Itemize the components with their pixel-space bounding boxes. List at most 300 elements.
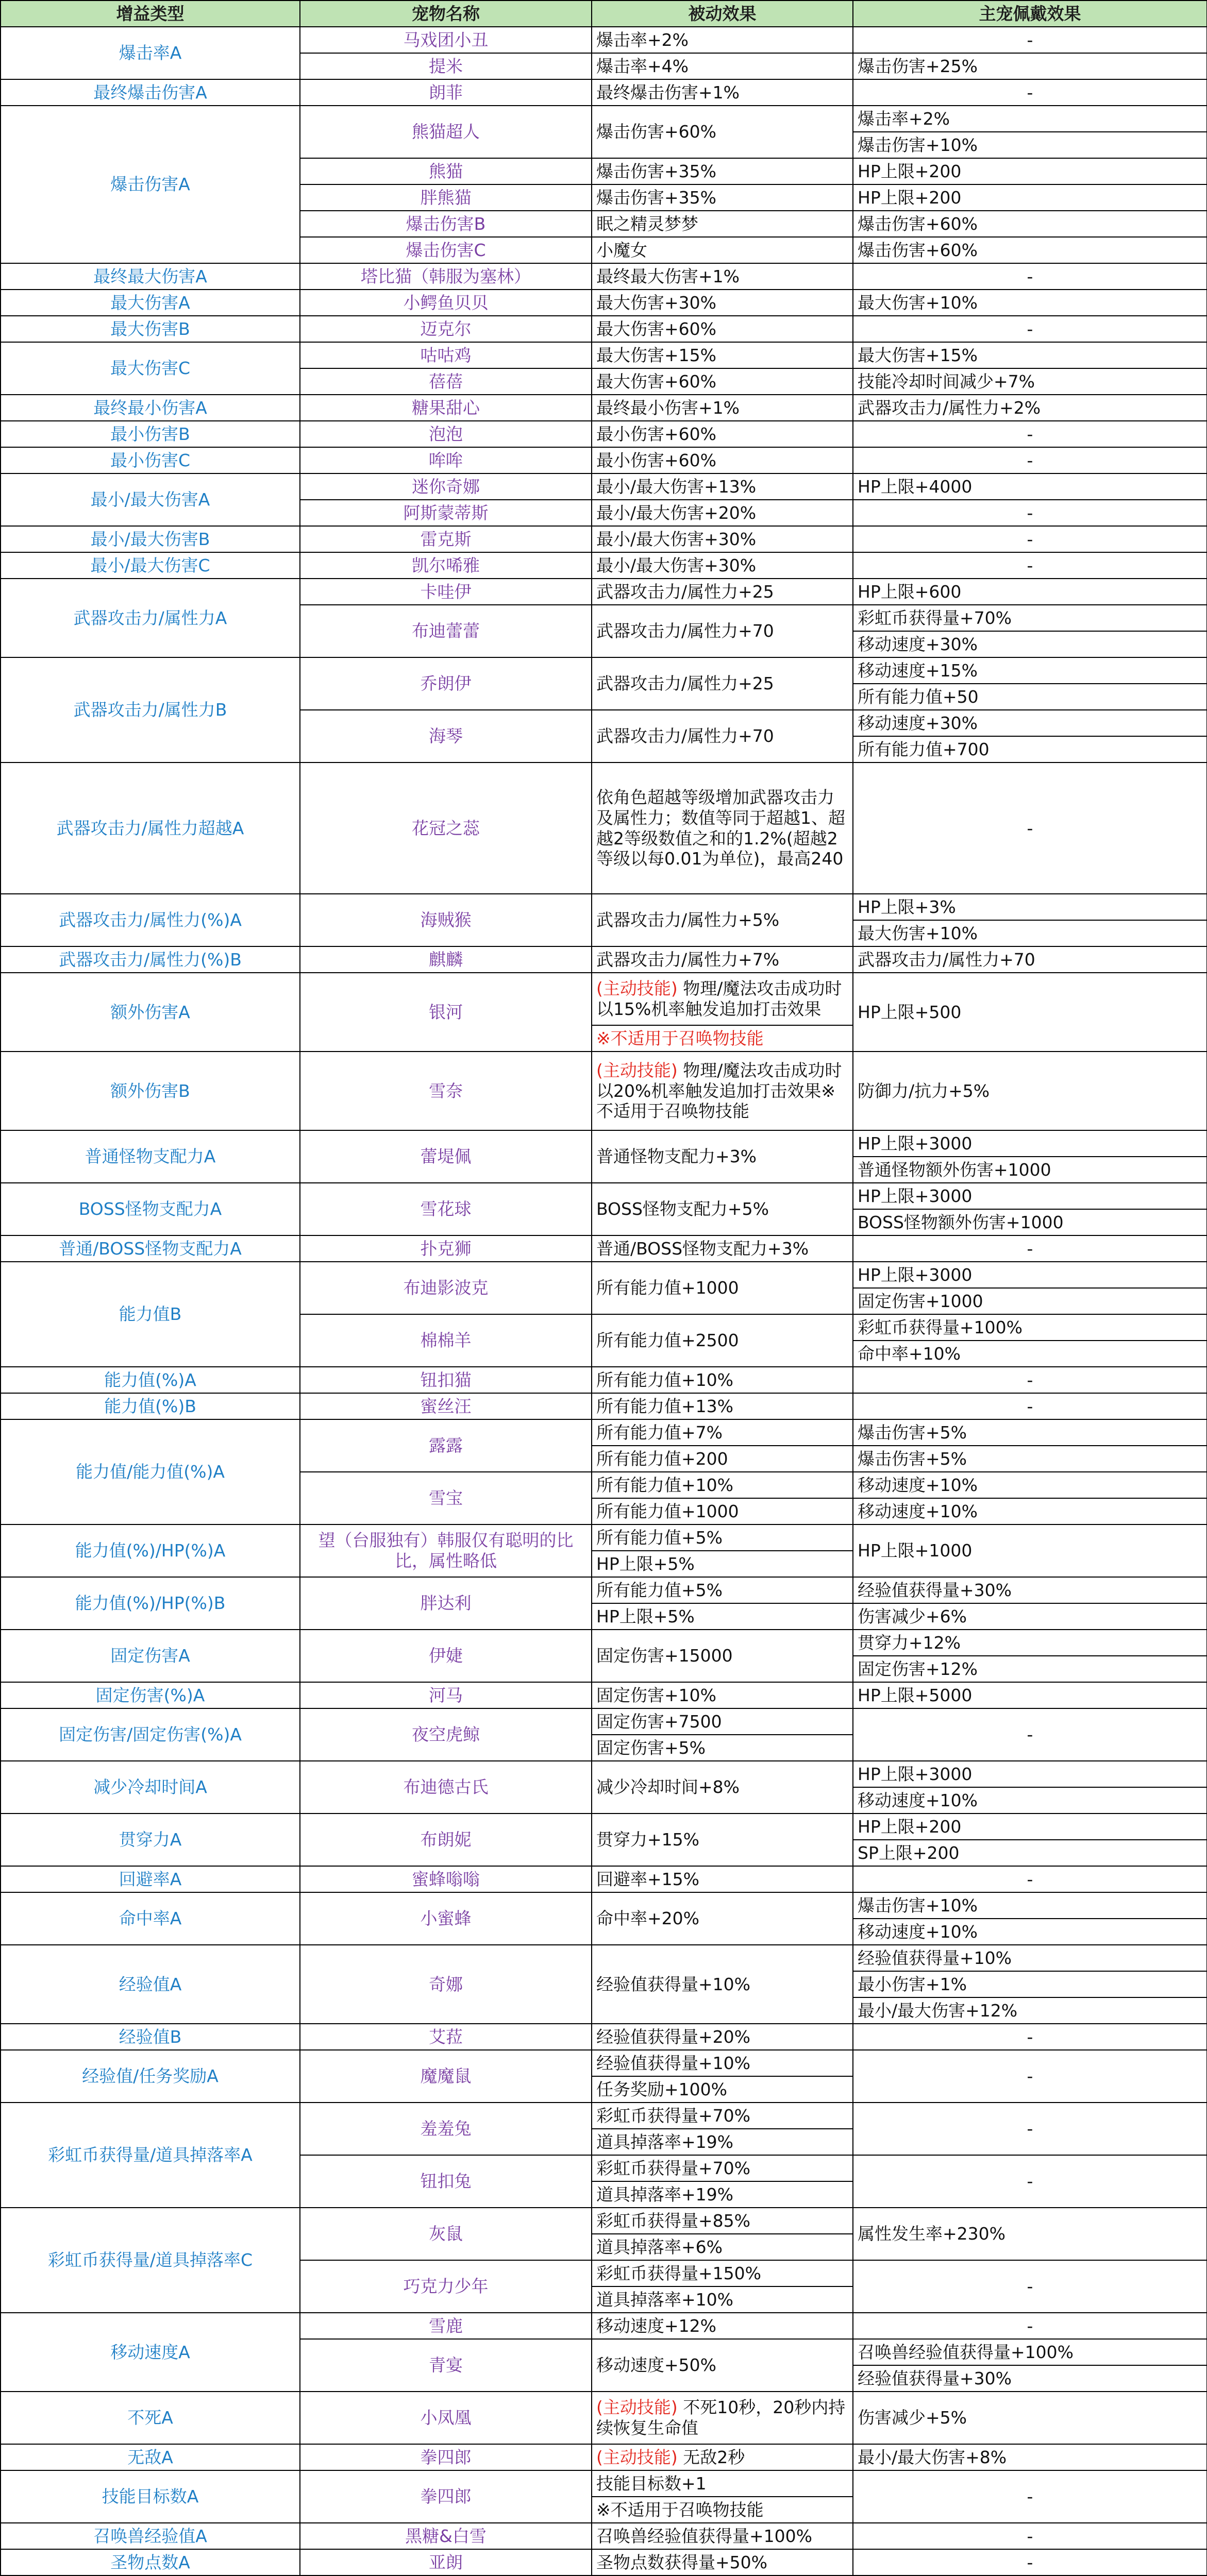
cell-text: 能力值(%)/HP(%)B [75, 1593, 226, 1614]
cell-text: 所有能力值+7% [596, 1422, 723, 1443]
table-row [1, 2392, 1207, 2418]
main-pet-effect-cell [853, 2050, 1207, 2103]
passive-effect-cell [592, 2208, 853, 2234]
buff-type-cell [1, 526, 300, 552]
cell-text: 爆击伤害A [110, 174, 190, 195]
main-pet-effect-cell [853, 342, 1207, 368]
main-pet-effect-cell [853, 2523, 1207, 2549]
passive-effect-cell [592, 1735, 853, 1761]
pet-name-cell [300, 1314, 592, 1367]
cell-text: 彩虹币获得量+100% [858, 1317, 1022, 1337]
table-row [1, 973, 1207, 999]
table-row [1, 2313, 1207, 2339]
table-row [1, 263, 1207, 290]
cell-text: 无敌A [127, 2447, 173, 2467]
cell-text: 武器攻击力/属性力(%)B [59, 949, 242, 970]
main-pet-effect-cell [853, 2208, 1207, 2260]
cell-text: 技能冷却时间减少+7% [858, 371, 1035, 392]
cell-text: 固定伤害A [110, 1646, 190, 1666]
cell-text: 移动速度+12% [596, 2315, 716, 2336]
cell-text: 减少冷却时间A [93, 1777, 207, 1798]
buff-type-cell [1, 1235, 300, 1262]
table-row [1, 447, 1207, 473]
main-pet-effect-cell [853, 2103, 1207, 2155]
cell-text: 经验值B [119, 2026, 182, 2047]
passive-effect-cell [592, 1603, 853, 1630]
passive-effect-cell [592, 1367, 853, 1393]
pet-name-cell [300, 1052, 592, 1130]
cell-text: 最小/最大伤害A [90, 489, 210, 510]
passive-effect-cell [592, 1630, 853, 1682]
cell-text: 彩虹币获得量+150% [596, 2263, 761, 2283]
cell-text: 雪花球 [420, 1199, 472, 1219]
buff-type-cell [1, 342, 300, 395]
cell-text: 最大伤害C [110, 358, 191, 379]
pet-name-cell [300, 2523, 592, 2549]
main-pet-effect-cell [853, 2024, 1207, 2050]
main-pet-effect-cell [853, 657, 1207, 684]
buff-type-cell [1, 2050, 300, 2103]
main-pet-effect-cell [853, 1393, 1207, 1419]
cell-text: HP上限+3000 [858, 1264, 973, 1285]
pet-name-cell [300, 53, 592, 79]
cell-text: 所有能力值+200 [596, 1448, 728, 1469]
main-pet-effect-cell [853, 106, 1207, 132]
cell-text: 武器攻击力/属性力A [73, 607, 227, 628]
cell-text: 武器攻击力/属性力+25 [596, 581, 774, 602]
main-pet-effect-cell [853, 2549, 1207, 2575]
table-row [1, 1682, 1207, 1708]
pet-name-cell [300, 2024, 592, 2050]
pet-name-cell [300, 1183, 592, 1235]
cell-text: HP上限+500 [858, 1002, 962, 1022]
main-pet-effect-cell [853, 368, 1207, 395]
buff-type-cell [1, 290, 300, 316]
cell-text: - [1027, 2552, 1033, 2572]
pet-name-cell [300, 1866, 592, 1892]
passive-effect-cell [592, 27, 853, 53]
passive-effect-cell [592, 552, 853, 579]
table-row [1, 2523, 1207, 2549]
passive-effect-cell [592, 1314, 853, 1367]
pet-name-cell [300, 2470, 592, 2523]
cell-text: 马戏团小丑 [403, 29, 489, 50]
cell-text: HP上限+3000 [858, 1133, 973, 1154]
table-row [1, 579, 1207, 605]
cell-text: 移动速度+10% [858, 1921, 978, 1942]
cell-text: 最大伤害B [110, 318, 190, 339]
cell-text: 卡哇伊 [420, 581, 472, 602]
cell-text: 爆击伤害+10% [858, 134, 978, 155]
cell-text: 武器攻击力/属性力+7% [596, 949, 780, 970]
pet-name-cell [300, 368, 592, 395]
cell-text: 属性发生率+230% [858, 2224, 1005, 2244]
cell-text: 移动速度A [110, 2342, 190, 2362]
pet-name-cell [300, 237, 592, 263]
cell-text: HP上限+5% [596, 1553, 695, 1574]
cell-text: 回避率A [119, 1869, 182, 1889]
cell-text: 彩虹币获得量+85% [596, 2210, 750, 2231]
cell-text: SP上限+200 [858, 1842, 960, 1863]
cell-text: 所有能力值+1000 [596, 1278, 739, 1298]
cell-text: 武器攻击力/属性力+70 [858, 949, 1035, 970]
cell-text: 最小伤害+60% [596, 423, 716, 444]
cell-text: - [1027, 502, 1033, 523]
cell-text: 布迪影波克 [403, 1278, 489, 1298]
table-row [1, 1235, 1207, 1262]
cell-text: 爆击伤害+25% [858, 56, 978, 76]
passive-effect-cell [592, 1945, 853, 2024]
pet-name-cell [300, 2208, 592, 2260]
cell-text: 海琴 [429, 726, 463, 747]
passive-effect-cell [592, 2444, 853, 2470]
cell-text: 扑克狮 [420, 1238, 472, 1259]
passive-effect-cell [592, 2155, 853, 2181]
table-row [1, 106, 1207, 132]
cell-text: 武器攻击力/属性力+25 [596, 673, 774, 694]
cell-text: 最小/最大伤害C [90, 555, 210, 575]
cell-text: 奇娜 [429, 1974, 463, 1994]
cell-text: 雪奈 [429, 1080, 463, 1101]
cell-text: 能力值B [119, 1304, 182, 1325]
cell-text: 移动速度+10% [858, 1790, 978, 1810]
buff-type-cell [1, 106, 300, 263]
cell-text: 武器攻击力/属性力超越A [56, 818, 244, 838]
header-row [1, 1, 1207, 27]
cell-text: 熊猫 [429, 161, 463, 181]
cell-text: 圣物点数获得量+50% [596, 2552, 767, 2572]
cell-text: 命中率+20% [596, 1908, 699, 1929]
buff-type-cell [1, 2024, 300, 2050]
passive-effect-cell [592, 421, 853, 447]
cell-text: 最终最大伤害+1% [596, 266, 740, 286]
cell-text: 爆击率A [119, 43, 182, 63]
cell-text: 固定伤害+1000 [858, 1291, 983, 1311]
passive-effect-cell [592, 894, 853, 946]
passive-effect-cell [592, 973, 853, 1025]
cell-text: 普通/BOSS怪物支配力A [59, 1238, 242, 1259]
cell-text: 所有能力值+10% [596, 1369, 733, 1390]
cell-text: 最小伤害B [110, 423, 190, 444]
cell-text: 防御力/抗力+5% [858, 1080, 990, 1101]
table-row [1, 1761, 1207, 1787]
main-pet-effect-cell [853, 2444, 1207, 2470]
buff-type-cell [1, 1419, 300, 1524]
table-row [1, 1393, 1207, 1419]
cell-text: 固定伤害/固定伤害(%)A [59, 1724, 242, 1745]
main-pet-effect-cell [853, 736, 1207, 762]
cell-text: 雷克斯 [420, 529, 472, 549]
active-skill-tag: (主动技能) [596, 978, 678, 999]
passive-effect-cell [592, 762, 853, 894]
cell-text: - [1027, 1869, 1033, 1889]
pet-name-cell [300, 2155, 592, 2208]
cell-text: 小鳄鱼贝贝 [403, 292, 489, 313]
main-pet-effect-cell [853, 1367, 1207, 1393]
table-row [1, 1577, 1207, 1603]
cell-text: 额外伤害B [110, 1080, 190, 1101]
cell-text: 最大伤害+10% [858, 923, 978, 943]
main-pet-effect-cell [853, 1446, 1207, 1472]
pet-name-cell [300, 946, 592, 973]
cell-text: 道具掉落率+19% [596, 2131, 733, 2152]
cell-text: 最小伤害+1% [858, 1974, 967, 1994]
passive-effect-cell [592, 1524, 853, 1551]
buff-type-cell [1, 1945, 300, 2024]
pet-name-cell [300, 290, 592, 316]
pet-name-cell [300, 184, 592, 211]
buff-type-cell [1, 1524, 300, 1577]
cell-text: HP上限+1000 [858, 1540, 973, 1561]
buff-type-cell [1, 2444, 300, 2470]
table-row [1, 2103, 1207, 2129]
pet-name-cell [300, 2392, 592, 2444]
pet-name-cell [300, 27, 592, 53]
cell-text: 经验值获得量+10% [596, 1974, 750, 1994]
cell-text: 普通怪物额外伤害+1000 [858, 1159, 1051, 1180]
passive-effect-cell [592, 316, 853, 342]
cell-text: 棉棉羊 [420, 1330, 472, 1351]
table-row [1, 2549, 1207, 2575]
cell-text: - [1027, 818, 1033, 838]
main-pet-effect-cell [853, 132, 1207, 158]
cell-text: 提米 [429, 56, 463, 76]
pet-name-cell [300, 605, 592, 657]
cell-text: 望（台服独有）韩服仅有聪明的比比，属性略低 [318, 1530, 574, 1571]
cell-text: 道具掉落率+10% [596, 2289, 733, 2310]
buff-type-cell [1, 2549, 300, 2575]
cell-text: 青宴 [429, 2355, 463, 2376]
cell-text: 爆击伤害B [406, 213, 486, 234]
table-row [1, 290, 1207, 316]
cell-text: 不死10秒，20秒内持续恢复生命值 [596, 2397, 846, 2438]
buff-type-cell [1, 1130, 300, 1183]
main-pet-effect-cell [853, 1052, 1207, 1130]
main-pet-effect-cell [853, 1472, 1207, 1498]
cell-text: 伊婕 [429, 1646, 463, 1666]
cell-text: - [1027, 423, 1033, 444]
main-pet-effect-cell [853, 1892, 1207, 1919]
main-pet-effect-cell [853, 552, 1207, 579]
cell-text: 移动速度+10% [858, 1501, 978, 1521]
cell-text: 露露 [429, 1435, 463, 1456]
passive-effect-cell [592, 1892, 853, 1945]
main-pet-effect-cell [853, 579, 1207, 605]
cell-text: 所有能力值+1000 [596, 1501, 739, 1521]
passive-effect-cell [592, 579, 853, 605]
cell-text: HP上限+600 [858, 581, 962, 602]
cell-text: - [1027, 2526, 1033, 2546]
main-pet-effect-cell [853, 237, 1207, 263]
cell-text: HP上限+5% [596, 1606, 695, 1626]
pet-name-cell [300, 2444, 592, 2470]
main-pet-effect-cell [853, 395, 1207, 421]
buff-type-cell [1, 421, 300, 447]
cell-text: HP上限+5000 [858, 1685, 973, 1705]
cell-text: 爆击伤害+60% [858, 213, 978, 234]
cell-text: HP上限+200 [858, 1816, 962, 1837]
cell-text: HP上限+4000 [858, 476, 973, 497]
cell-text: 最小/最大伤害+30% [596, 555, 757, 575]
main-pet-effect-cell [853, 1130, 1207, 1157]
active-skill-tag: (主动技能) [596, 2397, 678, 2418]
passive-effect-cell [592, 2024, 853, 2050]
cell-text: - [1027, 555, 1033, 575]
buff-type-cell [1, 973, 300, 1052]
cell-text: 河马 [429, 1685, 463, 1705]
main-pet-effect-cell [853, 421, 1207, 447]
cell-text: 钮扣兔 [420, 2171, 472, 2192]
cell-text: 最终爆击伤害A [93, 82, 207, 103]
cell-text: 贯穿力+12% [858, 1632, 961, 1653]
table-row [1, 1524, 1207, 1551]
pet-name-cell [300, 1419, 592, 1472]
pet-name-cell [300, 316, 592, 342]
table-row [1, 316, 1207, 342]
cell-text: 物理/魔法攻击成功时以15%机率触发追加打击效果 [596, 978, 842, 1019]
buff-type-cell [1, 27, 300, 79]
cell-text: 最终最小伤害A [93, 397, 207, 418]
table-row [1, 2208, 1207, 2234]
cell-text: 雪宝 [429, 1488, 463, 1509]
main-pet-effect-cell [853, 211, 1207, 237]
cell-text: 蜜丝汪 [420, 1396, 472, 1416]
pet-name-cell [300, 2260, 592, 2313]
cell-text: 不死A [127, 2408, 173, 2428]
cell-text: 最大伤害+60% [596, 371, 716, 392]
main-pet-effect-cell [853, 2155, 1207, 2208]
cell-text: 爆击伤害+60% [858, 240, 978, 260]
passive-effect-cell [592, 2050, 853, 2076]
main-pet-effect-cell [853, 27, 1207, 53]
cell-text: 最大伤害+15% [596, 345, 716, 365]
buff-type-cell [1, 1682, 300, 1708]
cell-text: 乔朗伊 [420, 673, 472, 694]
cell-text: 贯穿力+15% [596, 1829, 699, 1850]
main-pet-effect-cell [853, 2339, 1207, 2365]
cell-text: HP上限+3% [858, 896, 956, 917]
cell-text: - [1027, 2486, 1033, 2507]
cell-text: 凯尔唏雅 [412, 555, 480, 575]
main-pet-effect-cell [853, 1630, 1207, 1656]
passive-effect-cell [592, 1682, 853, 1708]
cell-text: - [1027, 82, 1033, 103]
main-pet-effect-cell [853, 684, 1207, 710]
table-row [1, 1814, 1207, 1840]
cell-text: 爆击伤害+5% [858, 1422, 967, 1443]
table-row [1, 1183, 1207, 1209]
passive-effect-cell [592, 1761, 853, 1814]
main-pet-effect-cell [853, 1498, 1207, 1524]
table-row [1, 1892, 1207, 1919]
cell-text: 花冠之蕊 [412, 818, 480, 838]
cell-text: 最小/最大伤害B [90, 529, 210, 549]
cell-text: 彩虹币获得量+70% [596, 2105, 750, 2126]
pet-name-cell [300, 2339, 592, 2392]
cell-text: 固定伤害(%)A [95, 1685, 205, 1705]
cell-text: 命中率+10% [858, 1343, 961, 1364]
cell-text: 哞哞 [429, 450, 463, 470]
pet-name-cell [300, 710, 592, 762]
main-pet-effect-cell [853, 263, 1207, 290]
pet-name-cell [300, 1708, 592, 1761]
cell-text: 武器攻击力/属性力+2% [858, 397, 1041, 418]
main-pet-effect-cell [853, 447, 1207, 473]
table-row [1, 552, 1207, 579]
cell-text: 所有能力值+50 [858, 686, 979, 707]
cell-text: 经验值获得量+30% [858, 2368, 1012, 2388]
header-passive-effect: 被动效果 [592, 1, 853, 27]
cell-text: - [1027, 318, 1033, 339]
passive-effect-cell [592, 605, 853, 657]
cell-text: HP上限+3000 [858, 1764, 973, 1784]
passive-effect-cell [592, 2181, 853, 2208]
cell-text: 所有能力值+5% [596, 1580, 723, 1600]
cell-text: 彩虹币获得量/道具掉落率A [48, 2145, 253, 2165]
buff-type-cell [1, 2523, 300, 2549]
table-row [1, 1866, 1207, 1892]
main-pet-effect-cell [853, 762, 1207, 894]
passive-effect-cell [592, 184, 853, 211]
cell-text: - [1027, 29, 1033, 50]
table-row [1, 395, 1207, 421]
cell-text: 武器攻击力/属性力(%)A [59, 910, 242, 930]
passive-effect-cell [592, 2523, 853, 2549]
cell-text: - [1027, 450, 1033, 470]
cell-text: 海贼猴 [420, 910, 472, 930]
cell-text: 最小/最大伤害+12% [858, 2000, 1018, 2021]
passive-effect-cell [592, 1419, 853, 1446]
passive-effect-cell [592, 158, 853, 184]
cell-text: 武器攻击力/属性力+70 [596, 621, 774, 641]
main-pet-effect-cell [853, 290, 1207, 316]
pet-name-cell [300, 1682, 592, 1708]
pet-name-cell [300, 263, 592, 290]
main-pet-effect-cell [853, 710, 1207, 736]
cell-text: 技能目标数+1 [596, 2473, 707, 2494]
pet-name-cell [300, 526, 592, 552]
buff-type-cell [1, 1708, 300, 1761]
cell-text: 能力值(%)/HP(%)A [75, 1540, 226, 1561]
cell-text: 艾菈 [429, 2026, 463, 2047]
active-skill-tag: (主动技能) [596, 1060, 678, 1081]
pet-name-cell [300, 158, 592, 184]
buff-type-cell [1, 1052, 300, 1130]
main-pet-effect-cell [853, 1314, 1207, 1341]
buff-type-cell [1, 263, 300, 290]
main-pet-effect-cell [853, 473, 1207, 500]
pet-name-cell [300, 1235, 592, 1262]
cell-text: 爆击伤害+35% [596, 187, 716, 208]
main-pet-effect-cell [853, 2313, 1207, 2339]
buff-type-cell [1, 1761, 300, 1814]
buff-type-cell [1, 946, 300, 973]
passive-effect-cell [592, 2313, 853, 2339]
passive-effect-cell [592, 447, 853, 473]
pet-name-cell [300, 342, 592, 368]
table-row [1, 946, 1207, 973]
passive-effect-cell [592, 1551, 853, 1577]
cell-text: 固定伤害+10% [596, 1685, 716, 1705]
cell-text: 所有能力值+700 [858, 739, 990, 759]
passive-effect-cell [592, 2497, 853, 2523]
active-skill-tag: (主动技能) [596, 2447, 678, 2467]
cell-text: 道具掉落率+19% [596, 2184, 733, 2205]
buff-type-cell [1, 1630, 300, 1682]
table-row [1, 657, 1207, 684]
main-pet-effect-cell [853, 920, 1207, 946]
pet-name-cell [300, 79, 592, 106]
